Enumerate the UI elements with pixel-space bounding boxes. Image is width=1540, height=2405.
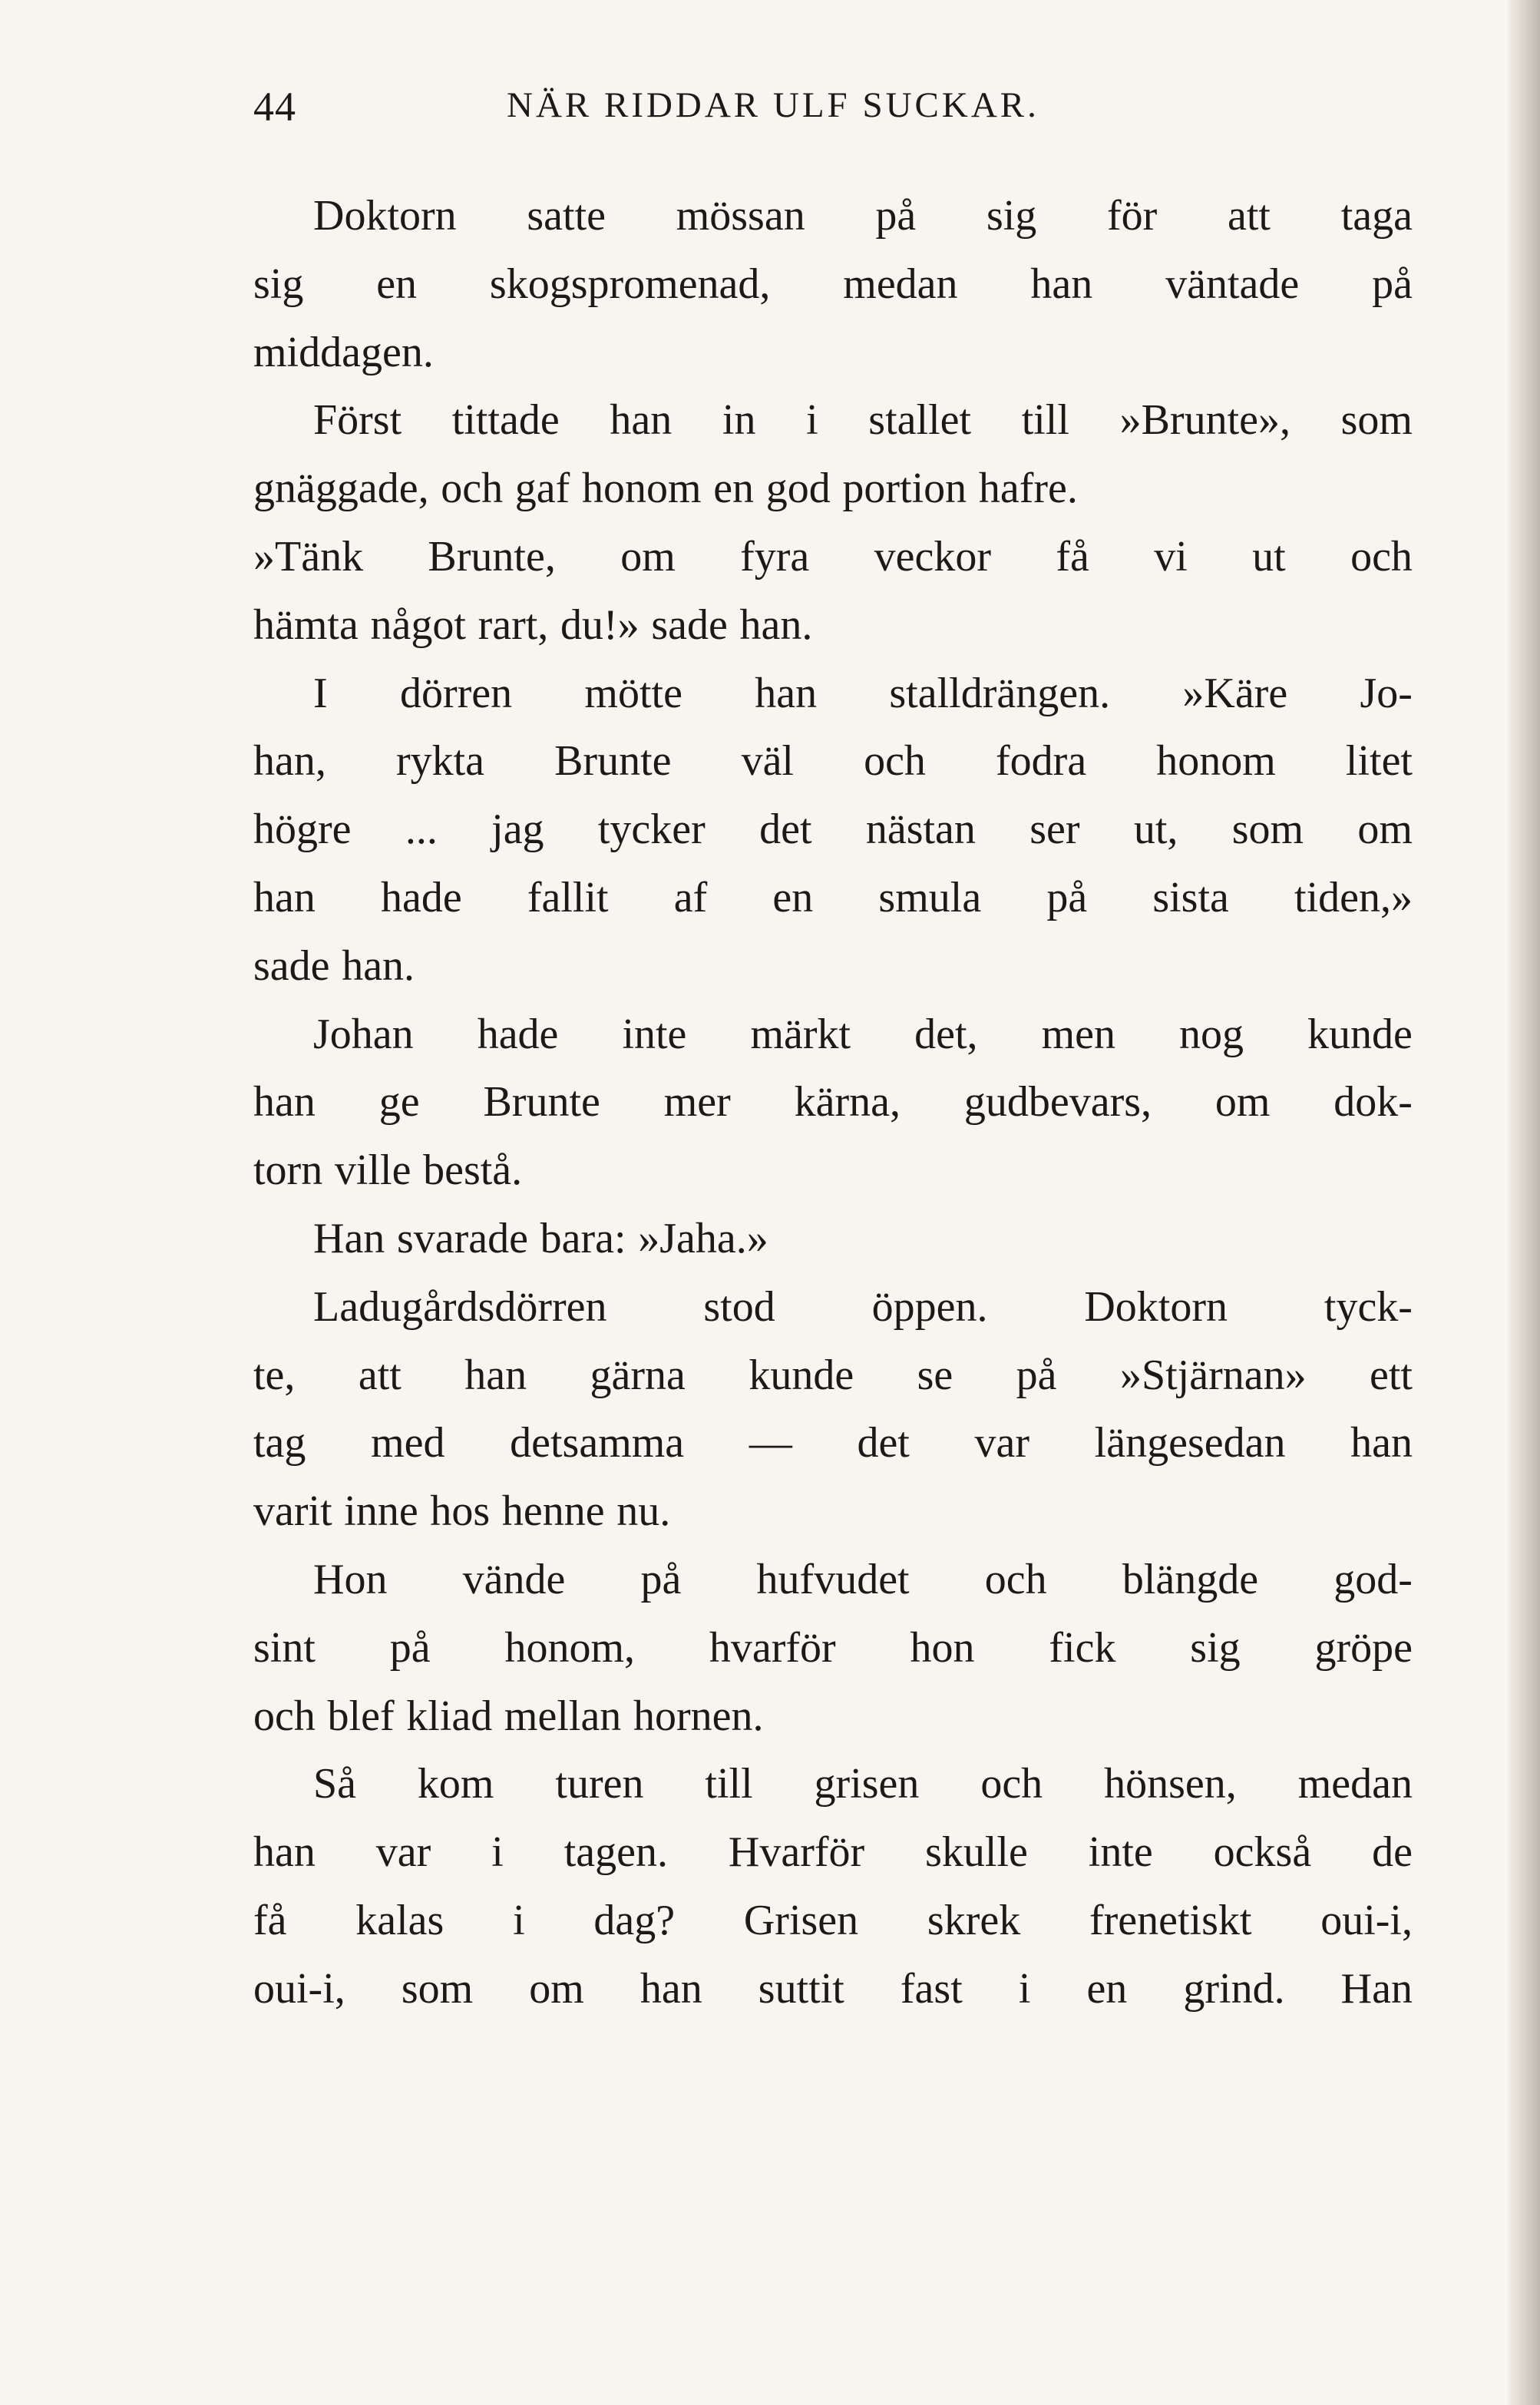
word: på — [389, 1623, 431, 1672]
word: som — [1231, 806, 1304, 854]
word: »Käre — [1182, 669, 1288, 717]
word: vi — [1154, 532, 1188, 581]
word: nu. — [616, 1487, 671, 1536]
word: blängde — [1122, 1555, 1259, 1603]
word: han — [253, 1078, 316, 1126]
word: Brunte — [554, 737, 672, 786]
word: rykta — [395, 737, 484, 786]
word: Hvarför — [728, 1828, 865, 1877]
text-line — [253, 1273, 1413, 1341]
word: frenetiskt — [1089, 1896, 1252, 1944]
word: högre — [253, 806, 352, 854]
text-line — [253, 319, 1413, 387]
word: och — [864, 737, 926, 786]
word: Johan — [313, 1010, 414, 1058]
word: kom — [417, 1760, 494, 1808]
word: det, — [914, 1010, 978, 1058]
word: du!» — [560, 600, 639, 649]
word: det — [759, 806, 812, 854]
word: svarade — [396, 1214, 528, 1262]
word: kärna, — [794, 1078, 901, 1126]
word: I — [313, 669, 328, 717]
text-line — [253, 182, 1413, 250]
word: på — [1046, 873, 1088, 921]
page-header — [253, 83, 1428, 144]
text-line — [253, 864, 1413, 932]
word: hade — [477, 1010, 559, 1058]
word: inte — [622, 1010, 687, 1058]
word: tyck- — [1324, 1282, 1413, 1331]
word: på — [875, 192, 917, 240]
word: »Jaha.» — [638, 1214, 768, 1262]
text-line — [253, 1001, 1413, 1069]
word: han — [639, 1964, 702, 2013]
word: om — [1357, 806, 1413, 854]
text-line — [253, 1818, 1413, 1887]
text-line — [253, 1955, 1413, 2023]
word: sade — [651, 600, 728, 649]
word: Han — [1340, 1964, 1413, 2013]
word: bestå. — [423, 1146, 523, 1195]
word: hornen. — [633, 1692, 764, 1740]
text-line — [253, 932, 1413, 1001]
word: honom — [581, 465, 702, 513]
text-line — [253, 386, 1413, 455]
word: och — [1350, 532, 1413, 581]
word: se — [917, 1351, 953, 1399]
word: Ladugårdsdörren — [313, 1282, 607, 1331]
word: med — [371, 1419, 445, 1467]
word: och — [980, 1760, 1043, 1808]
word: fast — [900, 1964, 963, 2013]
word: grind. — [1183, 1964, 1285, 2013]
word: om — [1214, 1078, 1271, 1126]
word: och — [253, 1692, 316, 1740]
word: smula — [878, 873, 982, 921]
word: gärna — [590, 1351, 686, 1399]
word: till — [1021, 396, 1069, 445]
text-line — [253, 1068, 1413, 1136]
word: fallit — [527, 873, 609, 921]
page-edge — [1508, 0, 1540, 2405]
word: sig — [986, 192, 1037, 240]
word: i — [1018, 1964, 1031, 2013]
word: han. — [342, 941, 415, 990]
word: varit — [253, 1487, 332, 1536]
word: hos — [430, 1487, 491, 1536]
word: en — [772, 873, 814, 921]
word: som — [401, 1964, 474, 2013]
word: nog — [1179, 1010, 1244, 1058]
word: längesedan — [1094, 1419, 1286, 1467]
word: på — [1372, 260, 1413, 308]
word: något — [370, 600, 466, 649]
word: på — [640, 1555, 682, 1603]
word: om — [529, 1964, 584, 2013]
word: Grisen — [743, 1896, 859, 1944]
word: i — [513, 1896, 525, 1944]
word: ge — [378, 1078, 420, 1126]
word: få — [253, 1896, 287, 1944]
word: och — [984, 1555, 1047, 1603]
word: att — [358, 1351, 402, 1399]
word: kalas — [355, 1896, 444, 1944]
word: »Stjärnan» — [1119, 1351, 1307, 1399]
word: inte — [1088, 1828, 1153, 1877]
text-line — [253, 1136, 1413, 1205]
word: sista — [1152, 873, 1229, 921]
word: bara: — [540, 1214, 626, 1262]
word: att — [1228, 192, 1271, 240]
word: fyra — [740, 532, 810, 581]
text-line — [253, 1409, 1413, 1477]
word: skrek — [927, 1896, 1021, 1944]
word: kunde — [1307, 1010, 1413, 1058]
word: en — [713, 465, 755, 513]
word: dag? — [593, 1896, 676, 1944]
word: ser — [1029, 806, 1080, 854]
word: ... — [405, 806, 438, 854]
word: blef — [327, 1692, 395, 1740]
word: dörren — [399, 669, 513, 717]
word: öppen. — [871, 1282, 988, 1331]
word: i — [806, 396, 818, 445]
word: medan — [1297, 1760, 1413, 1808]
word: god- — [1333, 1555, 1413, 1603]
word: stalldrängen. — [889, 669, 1111, 717]
word: Jo- — [1360, 669, 1413, 717]
word: mellan — [504, 1692, 622, 1740]
word: få — [1056, 532, 1089, 581]
word: honom — [1156, 737, 1276, 786]
word: skogspromenad, — [489, 260, 771, 308]
word: som — [1340, 396, 1413, 445]
word: Han — [313, 1214, 385, 1262]
word: stallet — [868, 396, 972, 445]
word: jag — [491, 806, 544, 854]
text-line — [253, 1205, 1413, 1273]
text-line — [253, 660, 1413, 728]
word: oui-i, — [253, 1964, 345, 2013]
word: grisen — [814, 1760, 920, 1808]
text-line — [253, 1477, 1413, 1546]
word: sig — [1190, 1623, 1241, 1672]
word: för — [1107, 192, 1158, 240]
word: — — [749, 1419, 792, 1467]
word: sig — [253, 260, 304, 308]
word: en — [1086, 1964, 1128, 2013]
word: medan — [843, 260, 958, 308]
word: oui-i, — [1320, 1896, 1413, 1944]
word: han — [755, 669, 818, 717]
word: var — [974, 1419, 1030, 1467]
word: litet — [1345, 737, 1413, 786]
word: kliad — [406, 1692, 493, 1740]
word: tiden,» — [1294, 873, 1413, 921]
word: ville — [334, 1146, 411, 1195]
word: af — [673, 873, 708, 921]
word: han — [1350, 1419, 1413, 1467]
word: gaf — [514, 465, 570, 513]
word: han. — [739, 600, 813, 649]
word: var — [375, 1828, 431, 1877]
word: hämta — [253, 600, 359, 649]
word: de — [1372, 1828, 1413, 1877]
word: han — [253, 873, 316, 921]
word: hade — [381, 873, 462, 921]
word: sade — [253, 941, 330, 990]
word: märkt — [750, 1010, 851, 1058]
text-line — [253, 1546, 1413, 1614]
word: ett — [1370, 1351, 1413, 1399]
body-text — [253, 182, 1413, 2023]
word: i — [491, 1828, 504, 1877]
word: tycker — [597, 806, 706, 854]
word: ut — [1252, 532, 1286, 581]
running-title: NÄR RIDDAR ULF SUCKAR. — [507, 85, 1039, 125]
word: tag — [253, 1419, 306, 1467]
word: detsamma — [510, 1419, 685, 1467]
word: taga — [1340, 192, 1413, 240]
word: Doktorn — [1084, 1282, 1228, 1331]
word: hon — [910, 1623, 975, 1672]
text-line — [253, 796, 1413, 864]
word: Så — [313, 1760, 356, 1808]
word: mer — [663, 1078, 731, 1126]
text-line — [253, 1750, 1413, 1818]
word: torn — [253, 1146, 323, 1195]
word: god — [765, 465, 831, 513]
word: fick — [1049, 1623, 1116, 1672]
text-line — [253, 1341, 1413, 1410]
word: men — [1041, 1010, 1115, 1058]
word: han — [464, 1351, 527, 1399]
word: Hon — [313, 1555, 388, 1603]
word: kunde — [749, 1351, 854, 1399]
text-line — [253, 523, 1413, 591]
word: stod — [703, 1282, 775, 1331]
word: han — [253, 1828, 316, 1877]
word: skulle — [925, 1828, 1028, 1877]
word: middagen. — [253, 328, 434, 376]
word: en — [376, 260, 418, 308]
text-line — [253, 250, 1413, 319]
word: på — [1016, 1351, 1057, 1399]
word: sint — [253, 1623, 316, 1672]
word: portion — [842, 465, 967, 513]
word: Brunte, — [428, 532, 556, 581]
word: gröpe — [1314, 1623, 1413, 1672]
word: han, — [253, 737, 326, 786]
word: rart, — [478, 600, 549, 649]
word: te, — [253, 1351, 296, 1399]
word: vände — [462, 1555, 566, 1603]
word: »Tänk — [253, 532, 364, 581]
word: honom, — [504, 1623, 636, 1672]
word: fodra — [996, 737, 1087, 786]
word: han — [1030, 260, 1093, 308]
word: in — [722, 396, 756, 445]
word: veckor — [874, 532, 991, 581]
word: tittade — [451, 396, 560, 445]
word: nästan — [865, 806, 976, 854]
word: väl — [741, 737, 794, 786]
word: Brunte — [483, 1078, 600, 1126]
word: suttit — [758, 1964, 844, 2013]
text-line — [253, 1887, 1413, 1955]
word: det — [857, 1419, 910, 1467]
word: gudbevars, — [963, 1078, 1152, 1126]
word: hönsen, — [1104, 1760, 1237, 1808]
word: hvarför — [709, 1623, 836, 1672]
word: »Brunte», — [1119, 396, 1290, 445]
word: Först — [313, 396, 402, 445]
word: han — [610, 396, 673, 445]
word: turen — [555, 1760, 644, 1808]
word: inne — [344, 1487, 418, 1536]
word: hufvudet — [756, 1555, 910, 1603]
word: till — [705, 1760, 753, 1808]
text-line — [253, 1614, 1413, 1682]
word: hafre. — [978, 465, 1078, 513]
word: mössan — [676, 192, 805, 240]
word: och — [441, 465, 504, 513]
word: satte — [527, 192, 606, 240]
word: Doktorn — [313, 192, 457, 240]
word: tagen. — [563, 1828, 668, 1877]
word: henne — [501, 1487, 605, 1536]
word: ut, — [1133, 806, 1178, 854]
word: om — [620, 532, 676, 581]
word: också — [1213, 1828, 1312, 1877]
word: mötte — [584, 669, 682, 717]
text-line — [253, 455, 1413, 523]
word: dok- — [1333, 1078, 1413, 1126]
text-line — [253, 727, 1413, 796]
word: gnäggade, — [253, 465, 429, 513]
word: väntade — [1165, 260, 1300, 308]
text-line — [253, 1682, 1413, 1751]
text-line — [253, 591, 1413, 660]
page-number: 44 — [253, 84, 296, 130]
